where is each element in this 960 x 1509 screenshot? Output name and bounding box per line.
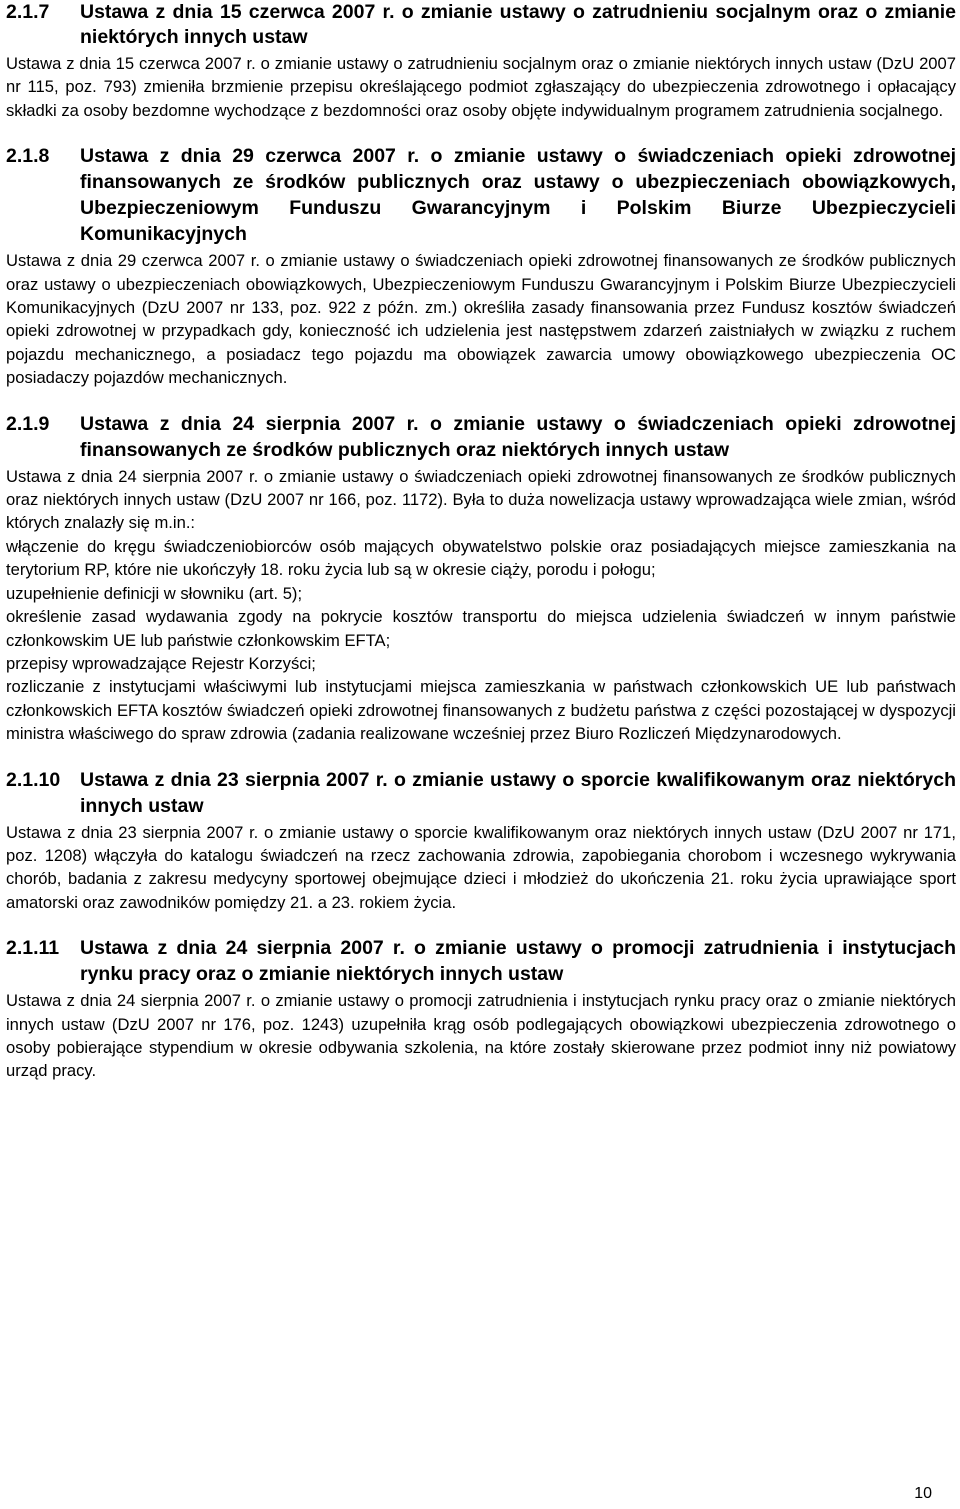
section-gap <box>6 390 956 411</box>
section-2-1-8 <box>6 143 956 389</box>
paragraph: Ustawa z dnia 29 czerwca 2007 r. o zmianie ustawy o świadczeniach opieki zdrowotnej finansowanych ze środków publicznych oraz ustawy o ubezpieczeniach obowiązkowych, Ubezpieczeniowym Funduszu Gwarancyjnym i Polskim Biurze Ubezpieczycieli Komunikacyjnych (DzU 2007 nr 133, poz. 922 z późn. zm.) określiła zasady finansowania przez Fundusz kosztów świadczeń opieki zdrowotnej w przypadkach gdy, konieczność ich udzielenia jest następstwem zdarzeń zaistniałych w związku z ruchem pojazdu mechanicznego, a posiadacz tego pojazdu ma obowiązek zawarcia umowy obowiązkowego ubezpieczenia OC posiadaczy pojazdów mechanicznych. <box>6 251 956 388</box>
list-item: rozliczanie z instytucjami właściwymi lub instytucjami miejsca zamieszkania w państwach członkowskich UE lub państwach członkowskich EFTA kosztów świadczeń opieki zdrowotnej finansowanych z budżetu państwa z części pozostającej w dyspozycji ministra właściwego do spraw zdrowia (zadania realizowane wcześniej przez Biuro Rozliczeń Międzynarodowych. <box>6 677 956 744</box>
section-heading <box>6 0 956 50</box>
list-item: włączenie do kręgu świadczeniobiorców osób mających obywatelstwo polskie oraz posiadających miejsce zamieszkania na terytorium RP, które nie ukończyły 18. roku życia lub są w okresie ciąży, porodu i połogu; <box>6 536 956 580</box>
section-title: Ustawa z dnia 29 czerwca 2007 r. o zmianie ustawy o świadczeniach opieki zdrowotnej finansowanych ze środków publicznych oraz ustawy o ubezpieczeniach obowiązkowych, Ubezpieczeniowym Funduszu Gwarancyjnym i Polskim Biurze Ubezpieczycieli Komunikacyjnych <box>80 145 956 246</box>
section-heading <box>6 143 956 247</box>
section-number: 2.1.11 <box>6 937 60 960</box>
section-gap <box>6 914 956 935</box>
section-title: Ustawa z dnia 24 sierpnia 2007 r. o zmianie ustawy o świadczeniach opieki zdrowotnej finansowanych ze środków publicznych oraz niektórych innych ustaw <box>80 412 956 461</box>
list-item: przepisy wprowadzające Rejestr Korzyści; <box>6 653 316 673</box>
section-number: 2.1.7 <box>6 1 50 23</box>
section-number: 2.1.9 <box>6 412 50 435</box>
section-title: Ustawa z dnia 24 sierpnia 2007 r. o zmianie ustawy o promocji zatrudnienia i instytucjach rynku pracy oraz o zmianie niektórych innych ustaw <box>80 937 956 986</box>
page-number: 10 <box>914 1485 932 1502</box>
list-item: określenie zasad wydawania zgody na pokrycie kosztów transportu do miejsca udzielenia świadczeń w innym państwie członkowskim UE lub państwie członkowskim EFTA; <box>6 607 956 650</box>
section-2-1-9 <box>6 411 956 746</box>
section-heading <box>6 411 956 463</box>
paragraph: Ustawa z dnia 24 sierpnia 2007 r. o zmianie ustawy o promocji zatrudnienia i instytucjach rynku pracy oraz o zmianie niektórych innych ustaw (DzU 2007 nr 176, poz. 1243) uzupełniła krąg osób podlegających obowiązkowi ubezpieczenia zdrowotnego o osoby pobierające stypendium w okresie odbywania szkolenia, na które zostały skierowane przez podmiot inny niż powiatowy urząd pracy. <box>6 991 956 1081</box>
section-gap <box>6 746 956 767</box>
section-heading <box>6 767 956 819</box>
paragraph: Ustawa z dnia 24 sierpnia 2007 r. o zmianie ustawy o świadczeniach opieki zdrowotnej finansowanych ze środków publicznych oraz niektórych innych ustaw (DzU 2007 nr 166, poz. 1172). Była to duża nowelizacja ustawy wprowadzająca wiele zmian, wśród których znalazły się m.in.: <box>6 466 956 533</box>
paragraph: Ustawa z dnia 15 czerwca 2007 r. o zmianie ustawy o zatrudnieniu socjalnym oraz o zmianie niektórych innych ustaw (DzU 2007 nr 115, poz. 793) zmieniła brzmienie przepisu określającego podmiot zgłaszający do ubezpieczenia zdrowotnego i opłacający składki za osoby bezdomne wychodzące z bezdomności oraz osoby objęte indywidualnym programem zatrudnienia socjalnego. <box>6 54 956 120</box>
section-title: Ustawa z dnia 23 sierpnia 2007 r. o zmianie ustawy o sporcie kwalifikowanym oraz niektórych innych ustaw <box>80 768 956 817</box>
section-2-1-11 <box>6 935 956 1083</box>
list-item: uzupełnienie definicji w słowniku (art. 5); <box>6 583 303 603</box>
section-2-1-10 <box>6 767 956 915</box>
section-number: 2.1.10 <box>6 768 61 791</box>
paragraph: Ustawa z dnia 23 sierpnia 2007 r. o zmianie ustawy o sporcie kwalifikowanym oraz niektórych innych ustaw (DzU 2007 nr 171, poz. 1208) włączyła do katalogu świadczeń na rzecz zachowania zdrowia, zapobiegania chorobom i wczesnego wykrywania chorób, badania z zakresu medycyny sportowej obejmujące dzieci i młodzież do ukończenia 21. roku życia uprawiające sport amatorski oraz zawodników pomiędzy 21. a 23. rokiem życia. <box>6 822 956 912</box>
section-number: 2.1.8 <box>6 145 50 168</box>
section-2-1-7 <box>6 0 956 122</box>
section-title: Ustawa z dnia 15 czerwca 2007 r. o zmianie ustawy o zatrudnieniu socjalnym oraz o zmianie niektórych innych ustaw <box>80 1 956 48</box>
section-heading <box>6 935 956 987</box>
section-gap <box>6 122 956 143</box>
